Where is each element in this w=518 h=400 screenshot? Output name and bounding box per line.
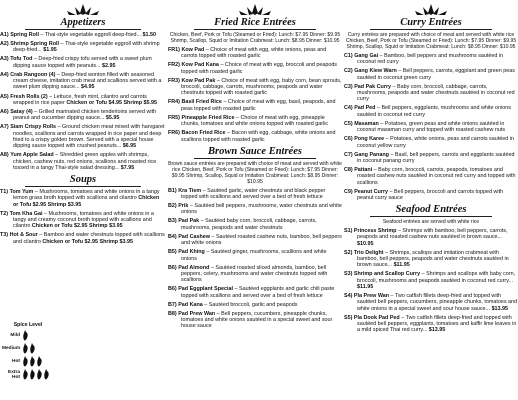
fried-rice-intro: Chicken, Beef, Pork or Tofu (Steamed or Fried): Lunch: $7.95 Dinner: $9.95 Shrimp, Scallop, Squid or Imitation Crabmeat: Lunch: $8.95 Dinner: $10.95 [169,32,341,44]
item-name: Fresh Rolls (2) [10,93,48,100]
item-name: Gang Panang [354,151,389,158]
pepper-icons [22,369,50,380]
item-name: Siam Crispy Rolls [10,124,57,131]
curry-list [344,53,518,201]
item-description: – Bamboo, bell peppers and mushrooms sautéed in coconut red curry [357,53,504,66]
menu-item [0,189,166,208]
chili-pepper-icon [22,369,29,380]
item-code: FR4) [168,99,180,106]
item-description: – Shrimps and scallops with baby corn, broccoli, mushrooms and peapods sautéed in coconut red curry... [357,271,516,284]
fried-rice-column [168,0,342,400]
item-name: Shrimp and Scallop Curry [353,271,421,278]
menu-item [168,130,342,143]
item-name: Spring Roll [10,32,39,38]
item-description: – Sautéed roasted cashew nuts, bamboo, bell peppers and white onions [181,233,342,247]
menu-item [0,232,166,245]
brown-sauce-list [168,188,342,330]
item-name: Pad Almond [178,264,210,271]
spice-level-title: Spice Level [13,322,43,328]
item-description: – Choice of meat with egg, basil, peapods, and peas topped with roasted garlic [181,99,336,112]
menu-item [168,249,342,262]
item-name: Trio Delight [353,249,384,256]
divider [194,158,316,159]
item-name: Pattani [354,167,373,174]
item-code: B5) [168,249,177,256]
item-code: C8) [344,167,353,174]
seafood-intro: Seafood entrées are served with white rice [382,219,480,226]
item-description: – Sautéed bell peppers, mushrooms, water chestnuts and white onions [181,203,342,216]
menu-item [344,271,518,290]
spice-level-legend [2,322,54,381]
item-description: – Thai-style vegetable eggroll deep-fried... [40,32,142,38]
item-name: Basil Fried Rice [181,99,222,106]
item-description: – Bell peppers, eggplants, mushrooms and white onions sautéed in coconut red curry [357,105,511,118]
menu-item [0,109,166,122]
lotus-ornament-icon [409,4,453,16]
item-name: Pad Pak [178,218,200,225]
item-description: – Choice of meat with egg, broccoli and peapods topped with roasted garlic [181,62,338,75]
menu-item [168,234,342,247]
item-name: Crab Rangoon (4) [10,71,56,78]
item-code: FR1) [168,47,180,53]
menu-item [168,78,342,97]
menu-item [344,121,518,134]
spice-level-label: Medium [2,346,21,351]
item-description: – Two catfish fillets deep-fried and topped with sautéed bell peppers, cucumbers, pineapple chunks, tomatoes and white onions in a special sweet and sour house sauce... [357,293,518,312]
item-description: – Sautéed broccoli, garlic and peapods [204,301,298,308]
item-name: Pad Cashew [178,233,210,240]
item-code: S4) [344,293,353,300]
item-code: B7) [168,301,177,308]
item-description: – Potatoes, white onions, peas and carrots sautéed in coconut yellow curry [357,136,514,149]
brown-sauce-intro: Brown sauce entrées are prepared with choice of meat and served with white rice Chicken, Beef, Pork or Tofu (Steamed or Fried): Lunch: $7.95 Dinner: $9.95 Shrimp, Scallop, Squid or Imitation Crabmeat: Lunch: $8.95 Dinner: $10.95 [168,160,342,185]
item-name: Gang Gai [354,53,379,59]
seafood-title: Seafood Entrées [395,204,467,216]
item-code: A5) [0,93,9,100]
item-name: Pad Eggplant Special [178,286,234,293]
item-description: – Shrimps with bamboo, bell peppers, carrots, peapods and roasted cashew nuts sautéed in brown sauce... [357,228,508,241]
pepper-icons [22,330,29,341]
menu-item [344,189,518,202]
item-code: B6) [168,264,177,271]
menu-item [344,315,518,334]
menu-item [0,211,166,230]
menu-item [168,188,342,201]
menu-item [168,99,342,112]
item-name: Yum Apple Salad [10,152,54,159]
pepper-icons [22,343,36,354]
spice-level-label: Extra Hot [8,369,20,380]
item-description: – Choice of meat with egg, white onions, peas and carrots topped with roasted garlic [181,47,327,60]
item-code: C6) [344,136,353,143]
spice-level-rows [2,329,54,381]
item-price: $10.95 [357,240,374,247]
spice-level-row [2,329,54,342]
item-code: A7) [0,124,9,131]
fried-rice-title: Fried Rice Entrées [214,17,296,28]
item-price: $4.95 [81,84,95,91]
soups-title: Soups [69,174,97,186]
lotus-ornament-icon [61,4,105,16]
chili-pepper-icon [29,343,36,354]
item-description: – Sautéed eggplants and garlic chili paste topped with scallions and served over a bed of fresh lettuce [181,286,335,299]
item-code: B8) [168,310,177,317]
menu-item [168,47,342,60]
item-code: S1) [344,228,353,235]
item-name: Gang Kiew Warn [354,68,397,75]
item-description: – Grilled marinated chicken tenderloins served with peanut and cucumber dipping sauce... [13,108,157,122]
item-name: Peanut Curry [354,188,389,195]
item-name: Prik [178,203,189,210]
item-code: FR5) [168,114,180,121]
item-code: C4) [344,105,353,112]
menu-item [168,311,342,330]
menu-item [0,56,166,69]
item-description: – Bell peppers, carrots, eggplant and green peas sautéed in coconut green curry [357,68,515,81]
menu-item [0,94,166,107]
item-code: A3) [0,56,9,63]
divider [370,216,492,217]
item-code: A6) [0,108,9,115]
item-description: – Potatoes, green peas and white onions sautéed in coconut masaman curry and topped with roasted cashew nuts [357,120,506,134]
item-price: $7.95 [120,164,135,171]
item-description: – Shredded green apples with shrimps, chicken, cashew nuts, red onions, scallions and roasted rice tossed in a tangy Thai-style salad dressing... [13,152,157,171]
menu-item [344,136,518,149]
item-price: $13.95 [491,305,509,312]
item-description: – Bell peppers, broccoli and carrots topped with peanut curry sauce [357,188,504,202]
item-name: Shrimp Spring Roll [10,41,60,48]
item-description: – Basil, bell peppers, carrots and eggplants sautéed in coconut panang curry [357,151,515,164]
item-code: A4) [0,71,9,78]
item-code: T1) [0,189,9,196]
item-code: B4) [168,233,177,240]
item-description: – Lettuce, fresh mint, cilantro and carrots wrapped in rice paper [13,93,147,106]
chili-pepper-icon [22,343,29,354]
item-name: Satay (4) [10,108,33,115]
menu-item [168,302,342,308]
item-price: $2.95 [102,62,116,69]
item-price: Chicken or Tofu $2.95 Shrimp $3.95 [31,223,123,230]
item-name: Pla Dook Pad Ped [353,314,400,321]
item-price: $5.95 [105,115,120,122]
item-name: Kra Tiem [178,187,202,194]
item-name: Hot & Sour [9,232,38,239]
item-name: Pad Kana [178,301,203,308]
item-name: Pad Ped [354,105,376,112]
chili-pepper-icon [36,369,43,380]
item-price: $1.95 [43,47,57,54]
item-code: S5) [344,314,353,321]
item-code: C2) [344,68,353,75]
item-name: Bacon Fried Rice [181,130,226,137]
item-name: Kow Pad Kana [181,62,219,69]
divider [370,29,492,30]
divider [194,29,316,30]
pepper-icons [22,356,43,367]
item-code: A2) [0,41,9,48]
item-price: $11.95 [393,262,410,269]
item-code: B6) [168,286,177,293]
item-description: – Mushrooms, tomatoes and white onions in a tangy and creamy coconut broth topped with scallions and cilantro [13,210,154,230]
item-code: C9) [344,188,353,195]
item-description: – Bell peppers, cucumbers, pineapple chunks, tomatoes and white onions sautéed in a special sweet and sour house sauce [181,310,333,330]
menu-item [168,115,342,128]
item-description: – Bamboo and water chestnuts topped with scallions and cilantro [13,232,165,245]
menu-item [344,68,518,81]
menu-item [0,72,166,91]
item-price: Chicken or Tofu $4.95 Shrimp $5.95 [66,99,158,106]
menu-item [344,105,518,118]
menu-item [168,62,342,75]
item-code: S3) [344,271,353,278]
item-description: – Choice of meat with egg, pineapple chunks, tomatoes and white onions topped with roasted garlic [181,114,329,128]
item-code: C7) [344,151,353,158]
divider [25,186,141,187]
item-description: – Sautéed baby corn, broccoli, cabbage, carrots, mushrooms, peapods and water chestnuts [181,218,317,231]
item-description: – Sautéed roasted sliced almonds, bamboo, bell peppers, celery, mushrooms and water chestnuts topped with scallions [181,264,328,284]
curry-title: Curry Entrées [400,17,462,28]
item-description: – Two catfish fillets deep-fried and topped with sautéed bell peppers, eggplants, tomatoes and kaffir lime leaves in a mild spiced Thai red curry... [357,314,517,334]
item-price: Chicken or Tofu $2.95 Shrimp $3.95 [42,238,134,245]
item-name: Pad Pak Curry [354,83,392,90]
item-name: Pineapple Fried Rice [181,114,235,121]
item-name: Tom Kha Gai [9,210,43,217]
item-code: T3) [0,232,9,239]
menu-item [0,124,166,149]
menu-item [0,32,166,38]
item-code: S2) [344,249,353,256]
menu-item [344,167,518,186]
menu-item [168,218,342,231]
seafood-list [344,228,518,334]
item-name: Masaman [354,120,379,127]
item-code: FR2) [168,62,180,69]
item-name: Pla Prew Wan [353,293,390,300]
spice-level-label: Mild [10,333,20,338]
item-code: C1) [344,53,353,59]
item-name: Princess Shrimp [353,228,397,235]
item-code: A8) [0,152,9,159]
menu-item [168,286,342,299]
menu-item [168,203,342,216]
item-description: – Baby corn, broccoli, carrots, peapods, tomatoes and roasted cashew nuts sautéed in coconut red curry and topped with scallions [357,167,516,186]
item-code: A1) [0,32,9,38]
chili-pepper-icon [36,356,43,367]
item-description: – Sautéed garlic, water chestnuts and black pepper topped with scallions and served over a bed of fresh lettuce [181,187,326,200]
soups-list [0,189,166,245]
chili-pepper-icon [43,369,50,380]
item-code: C3) [344,83,353,90]
item-name: Pad Prew Wan [178,310,216,317]
item-name: Kow Pad [181,47,205,53]
spice-level-row [2,368,54,381]
item-description: – Ground chicken meat mixed with harvgaret noodles, scallions and carrots wrapped in rice paper and deep fried to a crispy golden brown. Served with a special house dipping sauce topped with crushed peanuts... [13,124,165,150]
menu-item [344,293,518,312]
item-code: T2) [0,210,9,217]
menu-item [344,228,518,247]
lotus-ornament-icon [233,4,277,16]
item-description: – Baby corn, broccoli, cabbage, carrots, mushrooms, peapods and water chestnuts sautéed in coconut red curry [357,83,515,103]
item-name: Pad Khing [178,249,205,256]
menu-item [344,84,518,103]
chili-pepper-icon [29,369,36,380]
item-price: $1.50 [142,32,157,38]
menu-item [344,250,518,269]
item-description: – Bacon with egg, cabbage, white onions and scallions topped with roasted garlic [181,130,336,143]
item-price: $11.95 [357,284,374,291]
appetizers-title: Appetizers [60,17,106,28]
spice-level-row [2,355,54,368]
item-name: Kow Pad Pak [181,77,216,84]
chili-pepper-icon [29,356,36,367]
item-price: $13.95 [428,327,446,334]
spice-level-row [2,342,54,355]
item-description: – Sautéed ginger, mushrooms, scallions and white onions [181,249,327,262]
item-code: B1) [168,187,177,194]
menu-item [0,152,166,171]
fried-rice-list [168,47,342,143]
item-code: B2) [168,203,177,210]
brown-sauce-title: Brown Sauce Entrées [208,145,302,157]
item-code: C5) [344,120,353,127]
item-code: FR6) [168,130,180,137]
curry-column [344,0,518,400]
item-description: – Mushrooms, tomatoes and white onions in a tangy lemon grass broth topped with scallions and cilantro [13,189,160,202]
item-name: Tofu Tod [10,56,33,63]
divider [25,29,141,30]
curry-intro: Curry entrées are prepared with choice of meat and served with white rice Chicken, Beef, Pork or Tofu (Steamed or Fried): Lunch: $7.95 Dinner: $9.95 Shrimp, Scallop, Squid or Imitation Crabmeat: Lunch: $8.95 Dinner: $10.95 [345,32,517,50]
item-description: – Thai-style vegetable eggroll with shrimp deep-fried... [13,41,160,54]
chili-pepper-icon [22,330,29,341]
menu-item [0,41,166,54]
item-description: – Shrimps, scallops and imitation crabmeat with bamboo, bell peppers, peapods and water chestnuts sautéed in brown sauce... [357,249,509,269]
item-price: Chicken or Tofu $2.95 Shrimp $3.95 [13,195,160,208]
menu-item [344,152,518,165]
chili-pepper-icon [22,356,29,367]
item-code: B3) [168,218,177,225]
item-name: Tom Yum [9,189,34,196]
spice-level-label: Hot [12,359,20,364]
item-code: FR3) [168,77,180,84]
menu-item [344,53,518,66]
item-description: – Choice of meat with egg, baby corn, bean sprouts, broccoli, cabbage, carrots, mushrooms, peapods and water chestnuts topped with roasted garlic [181,77,342,97]
item-description: – Deep-fried wonton filled with seasoned cream cheese, imitation crab meat and scallions served with a sweet plum dipping sauce... [13,71,162,91]
item-description: – Deep-fried crispy tofu served with a sweet plum dipping sauce topped with peanuts... [13,56,152,69]
appetizers-list [0,32,166,171]
item-price: $6.95 [122,143,137,150]
menu-item [168,265,342,284]
item-name: Pong Karee [354,136,385,143]
